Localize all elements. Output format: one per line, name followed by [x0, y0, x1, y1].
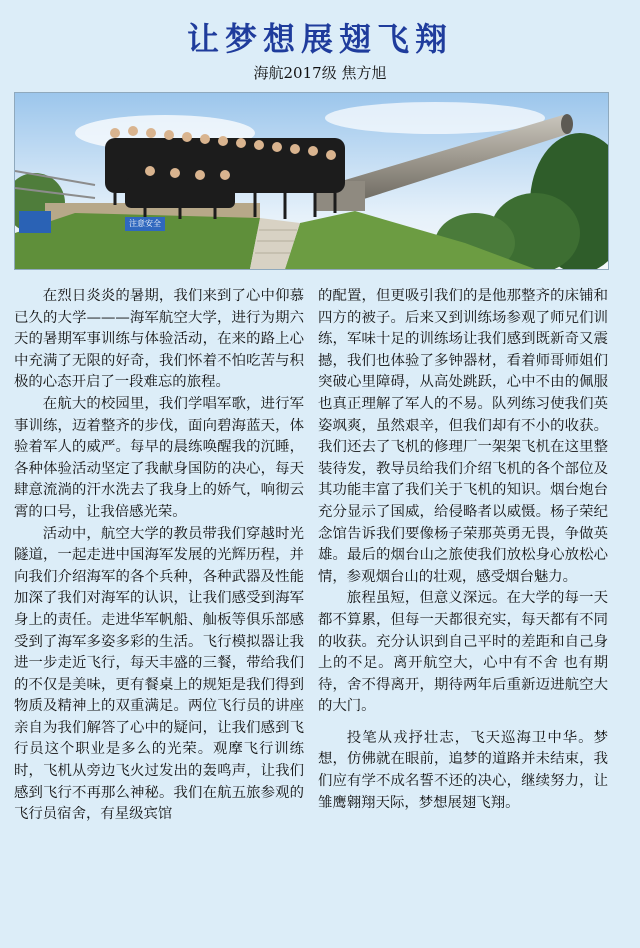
author-byline: 海航2017级 焦方旭 — [253, 64, 387, 82]
paragraph: 活动中，航空大学的教员带我们穿越时光隧道，一起走进中国海军发展的光辉历程，并向我们介绍海军的各个兵种，各种武器及性能加深了我们对海军的认识，让我们感受到海军身上的责任。走进华军帆船、舢板等俱乐部感受到了海军多姿多彩的生活。飞行模拟器让我进一步走近飞行，每天丰盛的三餐，带给我们的不仅是美味，更有餐桌上的规矩是我们得到物质及精神上的双重满足。两位飞行员的讲座亲自为我们解答了心中的疑问，让我们感到飞行员这个职业是多么的光荣。观摩飞行训练时，飞机从旁边飞火过发出的轰鸣声，让我们感到飞行不再那么神秘。我们在航五旅参观的飞行员宿舍，有星级宾馆 — [14, 525, 304, 823]
left-column — [14, 286, 304, 826]
paragraph: 在航大的校园里，我们学唱军歌，进行军事训练，迈着整齐的步伐，面向碧海蓝天，体验着军人的威严。每早的晨练唤醒我的沉睡，各种体验活动坚定了我献身国防的决心，每天肆意流淌的汗水洗去了我身上的娇气，响彻云霄的口号，让我倍感光荣。 — [14, 395, 304, 520]
group-photo-cannon-icon — [15, 93, 608, 269]
group-photo — [14, 92, 609, 270]
paragraph: 投笔从戎抒壮志，飞天巡海卫中华。梦想，仿佛就在眼前，追梦的道路并未结束，我们应有学不成名誓不还的决心，继续努力，让雏鹰翱翔天际，梦想展翅飞翔。 — [318, 729, 608, 811]
paragraph: 的配置，但更吸引我们的是他那整齐的床铺和四方的被子。后来又到训练场参观了师兄们训练，军味十足的训练场让我们感到既新奇又震撼，我们也体验了多钟器材，看着师哥师姐们突破心里障碍，从高处跳跃，心中不由的佩服也真正理解了军人的不易。队列练习使我们英姿飒爽，虽然艰辛，但我们却有不小的收获。我们还去了飞机的修理厂一架架飞机在这里整装待发，教导员给我们介绍飞机的各个部位及其功能丰富了我们关于飞机的知识。烟台炮台充分显示了国威，给侵略者以威慑。杨子荣纪念馆告诉我们要像杨子荣那英勇无畏，争做英雄。最后的烟台山之旅使我们放松身心放松心情，参观烟台山的壮观，感受烟台魅力。 — [318, 288, 608, 585]
article-title: 让梦想展翅飞翔 — [186, 20, 453, 58]
safety-sign: 注意安全 — [129, 219, 161, 228]
paragraph: 旅程虽短，但意义深远。在大学的每一天都不算累，但每一天都很充实，每天都有不同的收获。充分认识到自己平时的差距和自己身上的不足。离开航空大，心中有不舍 也有期待，舍不得离开，期待两年后重新迈进航空大的大门。 — [318, 590, 608, 715]
paragraph: 在烈日炎炎的暑期，我们来到了心中仰慕已久的大学———海军航空大学，进行为期六天的暑期军事训练与体验活动，在来的路上心中充满了无限的好奇，我们怀着不怕吃苦与积极的心态开启了一段难忘的旅程。 — [14, 288, 304, 391]
right-column — [318, 286, 608, 814]
